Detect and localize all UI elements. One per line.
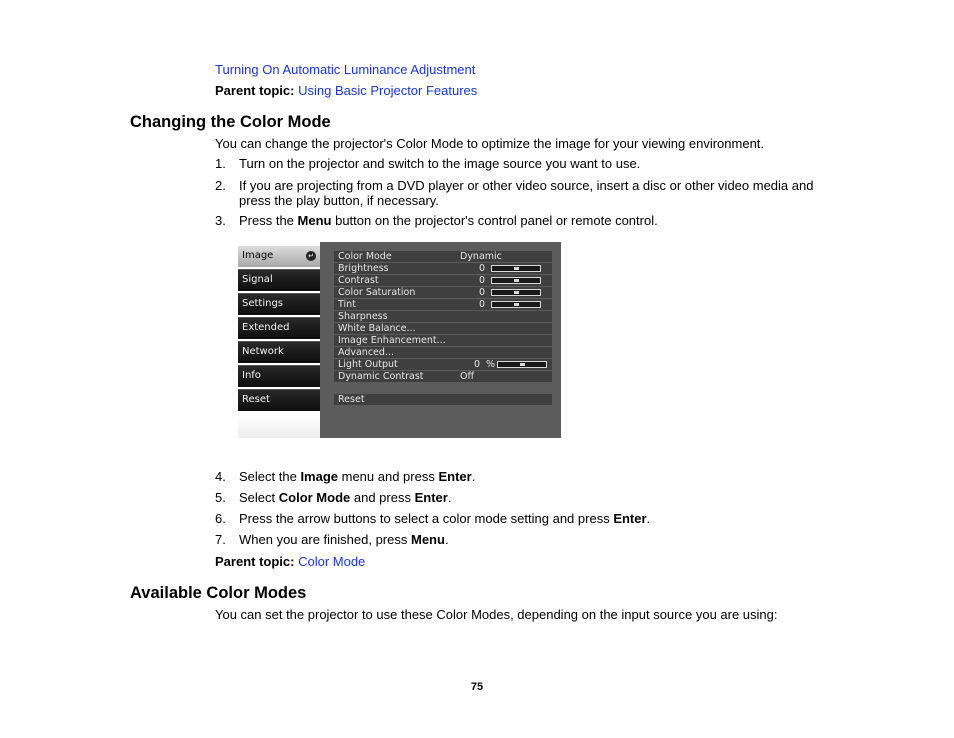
step-number: 6. [215,511,226,526]
basic-features-link[interactable]: Using Basic Projector Features [298,83,478,98]
menu-row-brightness: Brightness 0 [334,263,552,274]
color-saturation-slider [491,289,541,296]
projector-menu-screenshot [238,242,561,438]
menu-row-white-balance: White Balance... [334,323,552,334]
page-number: 75 [470,681,484,693]
section-heading-available-color-modes: Available Color Modes [130,584,307,602]
menu-row-image-enhancement: Image Enhancement... [334,335,552,346]
menu-tab-settings: Settings [238,293,320,315]
related-link-line [215,62,475,77]
menu-tab-image: Image ↵ [238,245,320,267]
tint-slider [491,301,541,308]
menu-row-tint: Tint 0 [334,299,552,310]
menu-tab-column [238,242,320,438]
step-number: 7. [215,532,226,547]
section2-intro: You can set the projector to use these Color Modes, depending on the input source you are using: [215,607,778,622]
color-mode-value: Dynamic [460,251,502,262]
step-number: 4. [215,469,226,484]
step-text: If you are projecting from a DVD player or other video source, insert a disc or other video media and press the play button, if necessary. [239,178,814,208]
step-number: 5. [215,490,226,505]
menu-row-color-mode: Color Mode Dynamic [334,251,552,262]
menu-tab-info: Info [238,365,320,387]
menu-settings-panel [320,242,561,438]
step-text: When you are finished, press Menu. [239,532,449,547]
step-number: 1. [215,156,226,171]
color-mode-link[interactable]: Color Mode [298,554,366,569]
step-number: 3. [215,213,226,228]
section-heading-changing-color-mode: Changing the Color Mode [130,113,331,131]
brightness-slider [491,265,541,272]
menu-tab-reset: Reset [238,389,320,411]
menu-tab-signal: Signal [238,269,320,291]
dynamic-contrast-value: Off [460,371,475,382]
parent-topic-label: Parent topic: [215,554,295,569]
step-text: Press the Menu button on the projector's control panel or remote control. [239,213,658,228]
parent-topic-line-1 [215,83,477,98]
menu-row-reset: Reset [334,394,552,405]
menu-row-dynamic-contrast: Dynamic Contrast Off [334,371,552,382]
light-output-slider [497,361,547,368]
contrast-slider [491,277,541,284]
parent-topic-label: Parent topic: [215,83,295,98]
step-number: 2. [215,178,226,193]
menu-row-color-saturation: Color Saturation 0 [334,287,552,298]
auto-luminance-link[interactable]: Turning On Automatic Luminance Adjustment [215,62,476,77]
step-text: Select Color Mode and press Enter. [239,490,452,505]
menu-row-sharpness: Sharpness [334,311,552,322]
step-text: Turn on the projector and switch to the image source you want to use. [239,156,641,171]
menu-row-advanced: Advanced... [334,347,552,358]
menu-row-contrast: Contrast 0 [334,275,552,286]
parent-topic-line-2 [215,554,365,569]
enter-icon: ↵ [306,251,316,261]
section1-intro: You can change the projector's Color Mode to optimize the image for your viewing environment. [215,136,765,151]
step-text: Press the arrow buttons to select a color mode setting and press Enter. [239,511,651,526]
menu-tab-extended: Extended [238,317,320,339]
step-text: Select the Image menu and press Enter. [239,469,476,484]
menu-tab-network: Network [238,341,320,363]
menu-row-light-output: Light Output 0 % [334,359,552,370]
